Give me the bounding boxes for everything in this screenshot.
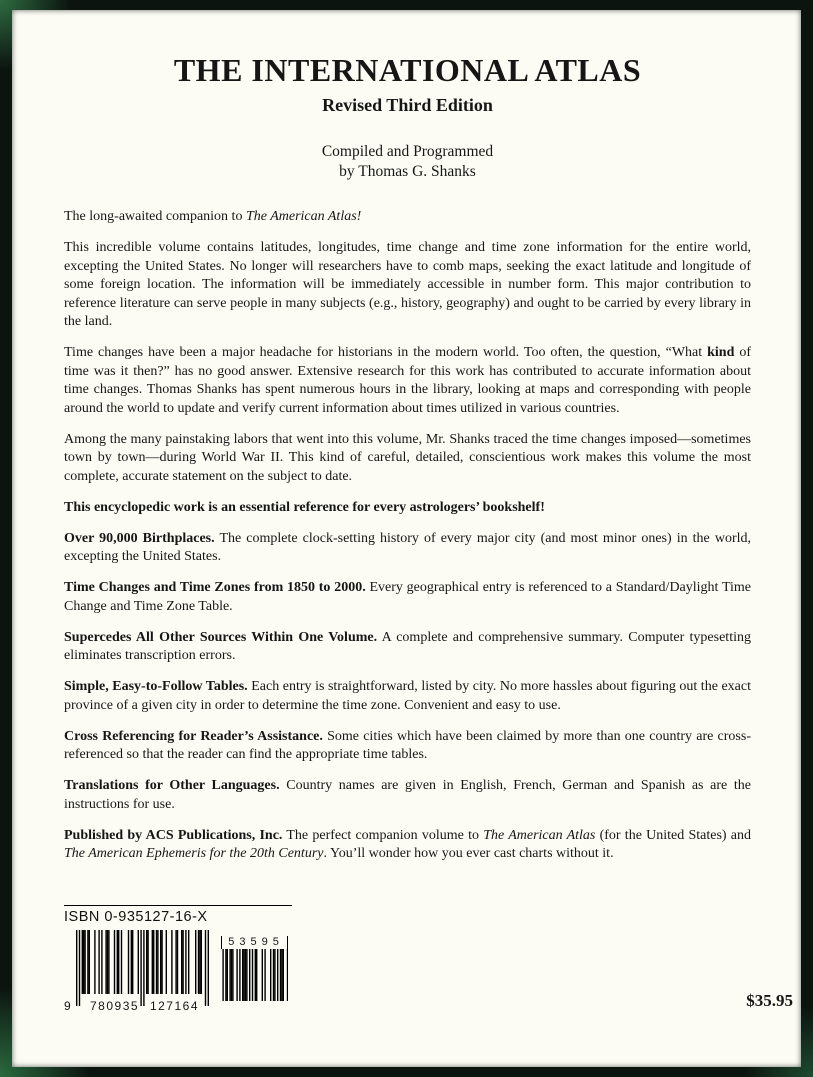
isbn-label: ISBN 0-935127-16-X xyxy=(64,909,208,925)
feature-heading: Translations for Other Languages. xyxy=(64,778,280,793)
ean13-barcode xyxy=(64,930,209,1013)
publisher-text: The perfect companion volume to xyxy=(282,827,484,843)
ean5-addon-barcode xyxy=(221,936,288,1006)
body-copy xyxy=(64,208,751,864)
feature-heading: Supercedes All Other Sources Within One Volume. xyxy=(64,629,378,645)
feature-heading: Simple, Easy-to-Follow Tables. xyxy=(64,679,248,694)
byline xyxy=(64,142,751,182)
publisher-text: . You’ll wonder how you ever cast charts without it. xyxy=(323,846,614,861)
lead-italic: The American Atlas! xyxy=(245,209,362,224)
bottom-strip xyxy=(64,905,793,1013)
paragraph-time-changes-c: of time was it then?” has no good answer. Extensive research for this work has contributed to accurate information about time changes. Thomas Shanks has spent numerous hours in the library, looking at maps and corresponding with people around the world to update and verify current information about times utilized in various countries. xyxy=(64,345,751,416)
ean-digits-right: 127164 xyxy=(149,999,199,1013)
page-title: THE INTERNATIONAL ATLAS xyxy=(173,52,642,88)
addon-number: 53595 xyxy=(221,936,288,949)
feature-text: Country names are given in English, French, German and Spanish as are the instructions for use. xyxy=(64,778,751,812)
barcode-top-rule xyxy=(64,905,292,906)
lead-text: The long-awaited companion to xyxy=(64,209,246,224)
publisher-heading: Published by ACS Publications, Inc. xyxy=(64,827,283,843)
feature-supercedes xyxy=(64,629,751,666)
feature-translations xyxy=(64,777,751,814)
barcode-block xyxy=(64,905,296,1013)
feature-text: Some cities which have been claimed by more than one country are cross-referenced so that the reader can find the appropriate time tables. xyxy=(64,728,751,762)
feature-text: Every geographical entry is referenced to a Standard/Daylight Time Change and Time Zone Table. xyxy=(64,580,751,614)
cover-page xyxy=(12,10,801,1067)
feature-text: A complete and comprehensive summary. Computer typesetting eliminates transcription errors. xyxy=(64,629,751,663)
edition-subtitle: Revised Third Edition xyxy=(322,95,493,115)
paragraph-time-changes xyxy=(64,344,751,418)
feature-cross-referencing xyxy=(64,728,751,765)
feature-birthplaces xyxy=(64,530,751,567)
paragraph-time-changes-a: Time changes have been a major headache for historians in the modern world. Too often, the question, “What xyxy=(64,345,708,360)
price-label: $35.95 xyxy=(746,991,793,1010)
feature-time-zones xyxy=(64,579,751,616)
feature-text: Each entry is straightforward, listed by city. No more hassles about figuring out the exact province of a given city in order to determine the time zone. Convenient and easy to use. xyxy=(64,679,751,713)
publisher-italic-title: The American Atlas xyxy=(483,827,596,843)
byline-compiled: Compiled and Programmed xyxy=(321,143,494,160)
feature-heading: Over 90,000 Birthplaces. xyxy=(64,530,215,546)
publisher-italic-title: The American Ephemeris for the 20th Century xyxy=(64,846,324,861)
barcode-row xyxy=(64,930,296,1013)
paragraph-world-war: Among the many painstaking labors that went into this volume, Mr. Shanks traced the time changes imposed—sometimes town by town—during World War II. This kind of careful, detailed, conscientious work makes this volume the most complete, accurate statement on the subject to date. xyxy=(64,431,751,484)
ean-first-digit: 9 xyxy=(64,999,71,1013)
feature-heading: Cross Referencing for Reader’s Assistance. xyxy=(64,728,323,744)
lead-line xyxy=(64,208,751,227)
ean-digits xyxy=(76,999,209,1013)
byline-author: by Thomas G. Shanks xyxy=(339,163,476,180)
paragraph-time-changes-bold: kind xyxy=(707,345,735,360)
paragraph-volume: This incredible volume contains latitudes, longitudes, time change and time zone information for the entire world, excepting the United States. No longer will researchers have to comb maps, seeking the exact latitude and longitude of some foreign location. The information will be immediately accessible in number form. This major contribution to reference literature can serve people in many subjects (e.g., history, geography) and ought to be carried by every library in the land. xyxy=(64,240,751,329)
emphasis-line: This encyclopedic work is an essential reference for every astrologers’ bookshelf! xyxy=(64,499,545,515)
publisher-text: (for the United States) and xyxy=(595,827,752,843)
feature-text: The complete clock-setting history of every major city (and most minor ones) in the world, excepting the United States. xyxy=(64,530,751,564)
ean-digits-left: 780935 xyxy=(90,999,140,1013)
publisher-paragraph xyxy=(64,827,751,864)
feature-heading: Time Changes and Time Zones from 1850 to 2000. xyxy=(64,580,366,595)
feature-simple-tables xyxy=(64,678,751,715)
ean5-bars-graphic xyxy=(221,988,288,1005)
